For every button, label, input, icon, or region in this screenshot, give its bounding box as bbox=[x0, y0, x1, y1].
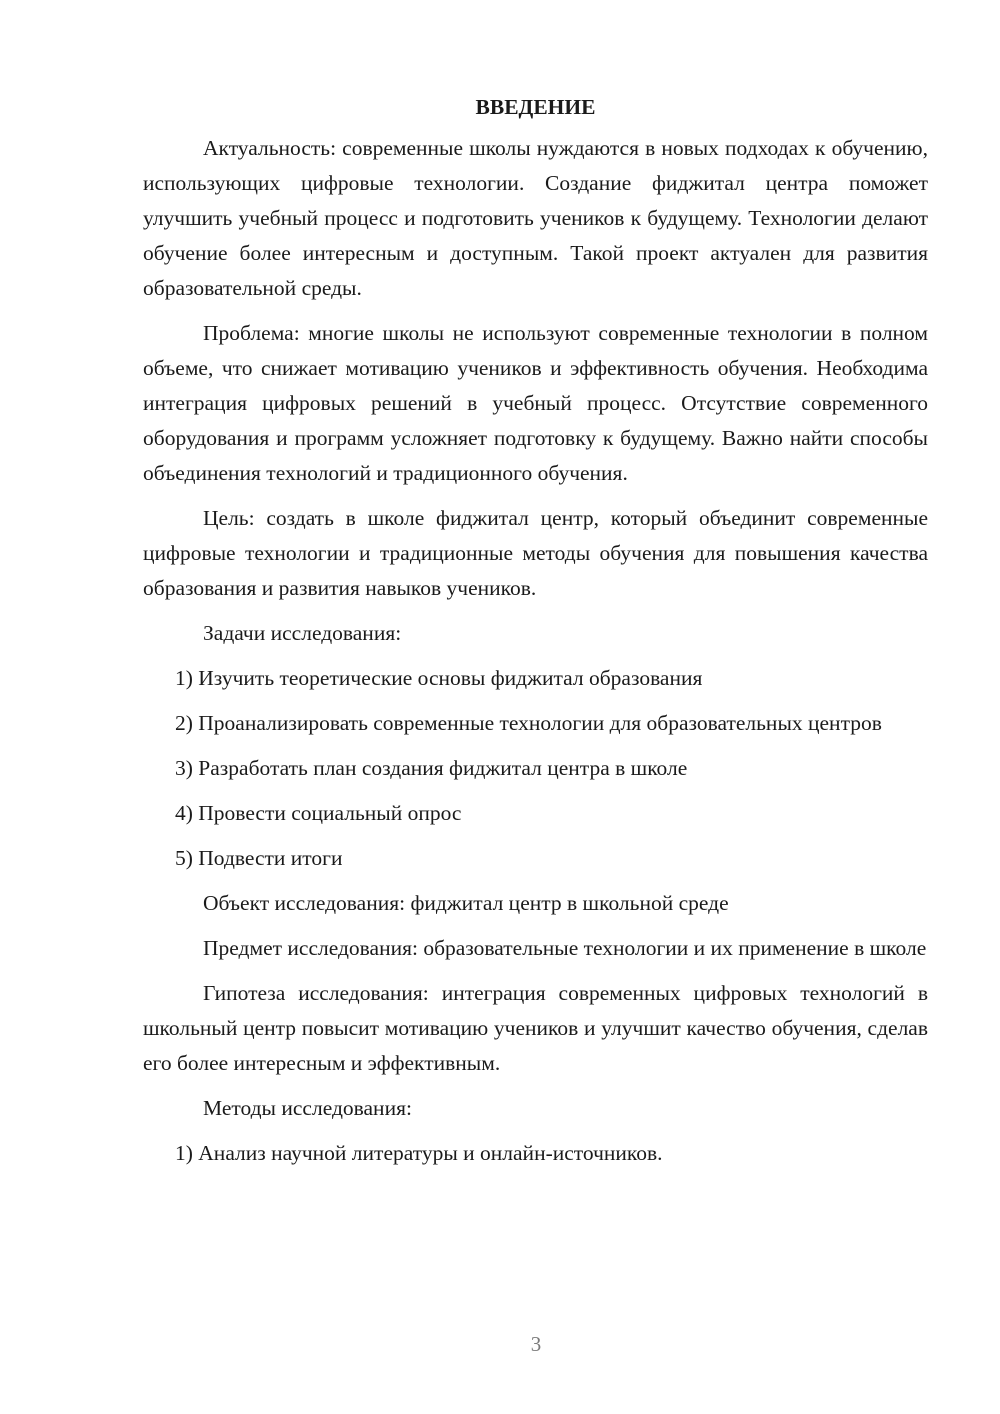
paragraph-subject: Предмет исследования: образовательные технологии и их применение в школе bbox=[203, 936, 927, 960]
tasks-heading: Задачи исследования: bbox=[203, 621, 402, 645]
paragraph-object: Объект исследования: фиджитал центр в школьной среде bbox=[203, 891, 729, 915]
page-number: 3 bbox=[530, 1332, 542, 1356]
task-item-1: 1) Изучить теоретические основы фиджитал образования bbox=[175, 666, 703, 690]
methods-heading: Методы исследования: bbox=[203, 1096, 412, 1120]
method-item-1: 1) Анализ научной литературы и онлайн-источников. bbox=[175, 1141, 663, 1165]
paragraph-relevance: Актуальность: современные школы нуждаются в новых подходах к обучению, использующих цифровые технологии. Создание фиджитал центра поможет улучшить учебный процесс и подготовить учеников к будущему. Технологии делают обучение более интересным и доступным. Такой проект актуален для развития образовательной среды. bbox=[143, 136, 928, 300]
task-item-2: 2) Проанализировать современные технологии для образовательных центров bbox=[175, 711, 882, 735]
section-title: ВВЕДЕНИЕ bbox=[475, 95, 596, 119]
document-page bbox=[143, 90, 928, 1181]
task-item-3: 3) Разработать план создания фиджитал центра в школе bbox=[175, 756, 688, 780]
task-item-5: 5) Подвести итоги bbox=[175, 846, 343, 870]
paragraph-hypothesis: Гипотеза исследования: интеграция современных цифровых технологий в школьный центр повысит мотивацию учеников и улучшит качество обучения, сделав его более интересным и эффективным. bbox=[143, 981, 928, 1075]
paragraph-goal: Цель: создать в школе фиджитал центр, который объединит современные цифровые технологии и традиционные методы обучения для повышения качества образования и развития навыков учеников. bbox=[143, 506, 928, 600]
paragraph-problem: Проблема: многие школы не используют современные технологии в полном объеме, что снижает мотивацию учеников и эффективность обучения. Необходима интеграция цифровых решений в учебный процесс. Отсутствие современного оборудования и программ усложняет подготовку к будущему. Важно найти способы объединения технологий и традиционного обучения. bbox=[143, 321, 928, 485]
task-item-4: 4) Провести социальный опрос bbox=[175, 801, 462, 825]
